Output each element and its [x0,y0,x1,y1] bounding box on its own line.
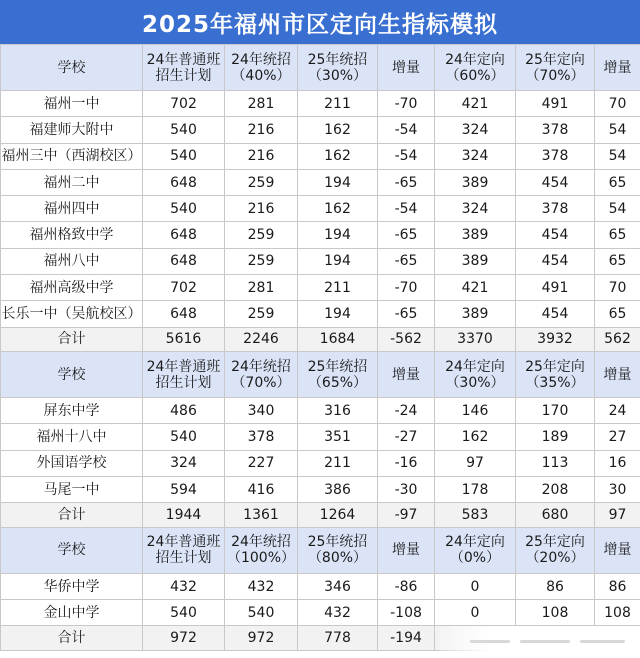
header-cell: 增量 [378,352,435,398]
table-cell: 65 [595,169,640,195]
table-row [1,275,640,301]
table-cell: 0 [435,600,516,626]
total-cell: 972 [143,626,225,651]
table-cell: 108 [595,600,640,626]
header-cell: 学校 [1,352,143,398]
total-cell: 3370 [435,327,516,352]
table-cell: 65 [595,222,640,248]
table-row [1,169,640,195]
table-cell: 340 [225,398,298,424]
watermark-overlay [440,626,640,658]
table-cell: 259 [225,169,298,195]
table-cell: 194 [298,169,378,195]
table-cell: 170 [516,398,595,424]
table-header-row [1,352,640,398]
table-cell: 194 [298,301,378,327]
table-cell: 189 [516,424,595,450]
table-cell: 屏东中学 [1,398,143,424]
header-cell: 24年定向 （30%） [435,352,516,398]
table-row [1,450,640,476]
total-cell: 合计 [1,626,143,651]
header-cell: 增量 [378,45,435,91]
total-cell: 778 [298,626,378,651]
table-cell: 432 [298,600,378,626]
table-cell: 486 [143,398,225,424]
table-cell: 211 [298,450,378,476]
table-cell: 491 [516,275,595,301]
table-cell: 389 [435,248,516,274]
table-row [1,91,640,117]
total-cell: 2246 [225,327,298,352]
table-cell: 54 [595,196,640,222]
table-cell: 454 [516,301,595,327]
table-cell: 福州三中（西湖校区） [1,143,143,169]
table-cell: -65 [378,169,435,195]
table-cell: 454 [516,248,595,274]
table-cell: 福州十八中 [1,424,143,450]
table-cell: 外国语学校 [1,450,143,476]
total-row [1,503,640,528]
table-cell: 540 [143,143,225,169]
header-cell: 25年定向 （20%） [516,527,595,573]
table-cell: 416 [225,477,298,503]
total-cell: 583 [435,503,516,528]
header-cell: 24年定向 （60%） [435,45,516,91]
table-cell: 540 [143,600,225,626]
header-cell: 25年定向 （35%） [516,352,595,398]
table-cell: 378 [516,117,595,143]
table-cell: 华侨中学 [1,573,143,599]
table-header-row [1,527,640,573]
table-cell: 432 [225,573,298,599]
table-cell: 378 [225,424,298,450]
table-cell: 594 [143,477,225,503]
table-cell: -70 [378,91,435,117]
table-cell: 432 [143,573,225,599]
table-cell: 540 [143,196,225,222]
table-cell: 97 [435,450,516,476]
table-cell: 86 [595,573,640,599]
table-cell: 454 [516,222,595,248]
table-cell: 324 [143,450,225,476]
table-cell: 马尾一中 [1,477,143,503]
total-row [1,327,640,352]
table-row [1,196,640,222]
total-cell: 合计 [1,327,143,352]
table-cell: 324 [435,143,516,169]
total-cell: 1264 [298,503,378,528]
table-cell: 540 [225,600,298,626]
table-cell: 福州一中 [1,91,143,117]
table-cell: 540 [143,117,225,143]
table-cell: 113 [516,450,595,476]
table-cell: 16 [595,450,640,476]
table-cell: 长乐一中（吴航校区） [1,301,143,327]
table-cell: 281 [225,275,298,301]
table-cell: 福州二中 [1,169,143,195]
table-cell: 648 [143,301,225,327]
quota-table [0,44,640,651]
table-cell: 227 [225,450,298,476]
table-cell: 378 [516,196,595,222]
table-cell: 65 [595,248,640,274]
header-cell: 24年统招 （70%） [225,352,298,398]
table-cell: 54 [595,143,640,169]
table-cell: 648 [143,222,225,248]
header-cell: 学校 [1,45,143,91]
table-cell: -54 [378,196,435,222]
table-cell: -65 [378,248,435,274]
table-cell: -27 [378,424,435,450]
table-cell: -108 [378,600,435,626]
table-cell: 648 [143,169,225,195]
table-cell: 194 [298,248,378,274]
table-cell: 421 [435,91,516,117]
table-cell: 30 [595,477,640,503]
table-cell: 346 [298,573,378,599]
table-cell: 702 [143,275,225,301]
table-cell: 211 [298,275,378,301]
table-cell: -30 [378,477,435,503]
table-cell: 259 [225,248,298,274]
header-cell: 24年统招 （100%） [225,527,298,573]
page-title: 2025年福州市区定向生指标模拟 [0,0,640,44]
total-cell: -97 [378,503,435,528]
table-cell: 491 [516,91,595,117]
table-cell: 70 [595,91,640,117]
total-cell: 1361 [225,503,298,528]
table-cell: 216 [225,143,298,169]
table-cell: 281 [225,91,298,117]
table-cell: 194 [298,222,378,248]
table-row [1,117,640,143]
table-cell: -65 [378,222,435,248]
table-cell: 福州四中 [1,196,143,222]
header-cell: 增量 [378,527,435,573]
header-cell: 增量 [595,527,640,573]
table-cell: 648 [143,248,225,274]
table-cell: -54 [378,143,435,169]
header-cell: 24年统招 （40%） [225,45,298,91]
table-cell: 216 [225,117,298,143]
table-cell: 27 [595,424,640,450]
table-row [1,143,640,169]
total-cell: 1684 [298,327,378,352]
table-cell: -65 [378,301,435,327]
total-cell: 97 [595,503,640,528]
header-cell: 24年普通班 招生计划 [143,45,225,91]
table-cell: 540 [143,424,225,450]
table-cell: 378 [516,143,595,169]
table-cell: -54 [378,117,435,143]
table-cell: 259 [225,301,298,327]
table-cell: 162 [435,424,516,450]
table-cell: 54 [595,117,640,143]
table-row [1,573,640,599]
table-cell: 24 [595,398,640,424]
table-cell: 389 [435,169,516,195]
total-cell: -194 [378,626,435,651]
table-cell: 金山中学 [1,600,143,626]
total-cell: 1944 [143,503,225,528]
table-cell: 389 [435,301,516,327]
table-cell: -16 [378,450,435,476]
table-cell: 福州八中 [1,248,143,274]
table-cell: 216 [225,196,298,222]
total-cell: -562 [378,327,435,352]
table-cell: 259 [225,222,298,248]
table-row [1,424,640,450]
table-cell: 421 [435,275,516,301]
header-cell: 25年统招 （30%） [298,45,378,91]
table-cell: 0 [435,573,516,599]
total-cell: 562 [595,327,640,352]
total-cell: 680 [516,503,595,528]
table-cell: -24 [378,398,435,424]
table-cell: 351 [298,424,378,450]
table-row [1,222,640,248]
header-cell: 增量 [595,45,640,91]
table-cell: 178 [435,477,516,503]
table-cell: 福州格致中学 [1,222,143,248]
table-cell: 146 [435,398,516,424]
header-cell: 25年统招 （65%） [298,352,378,398]
header-cell: 25年统招 （80%） [298,527,378,573]
table-cell: 162 [298,143,378,169]
total-cell: 5616 [143,327,225,352]
table-cell: 65 [595,301,640,327]
table-row [1,248,640,274]
header-cell: 增量 [595,352,640,398]
table-cell: 389 [435,222,516,248]
table-cell: -86 [378,573,435,599]
table-row [1,600,640,626]
table-cell: 454 [516,169,595,195]
table-cell: 福建师大附中 [1,117,143,143]
header-cell: 24年普通班 招生计划 [143,352,225,398]
table-cell: 108 [516,600,595,626]
table-cell: 70 [595,275,640,301]
total-cell: 3932 [516,327,595,352]
table-row [1,301,640,327]
table-cell: 702 [143,91,225,117]
table-cell: 162 [298,196,378,222]
header-cell: 25年定向 （70%） [516,45,595,91]
table-cell: -70 [378,275,435,301]
header-cell: 24年普通班 招生计划 [143,527,225,573]
header-cell: 学校 [1,527,143,573]
table-cell: 211 [298,91,378,117]
table-cell: 324 [435,117,516,143]
table-cell: 86 [516,573,595,599]
total-cell: 972 [225,626,298,651]
table-cell: 208 [516,477,595,503]
table-cell: 316 [298,398,378,424]
table-cell: 386 [298,477,378,503]
table-header-row [1,45,640,91]
header-cell: 24年定向 （0%） [435,527,516,573]
total-cell: 合计 [1,503,143,528]
table-cell: 324 [435,196,516,222]
table-cell: 162 [298,117,378,143]
table-row [1,477,640,503]
table-cell: 福州高级中学 [1,275,143,301]
table-row [1,398,640,424]
